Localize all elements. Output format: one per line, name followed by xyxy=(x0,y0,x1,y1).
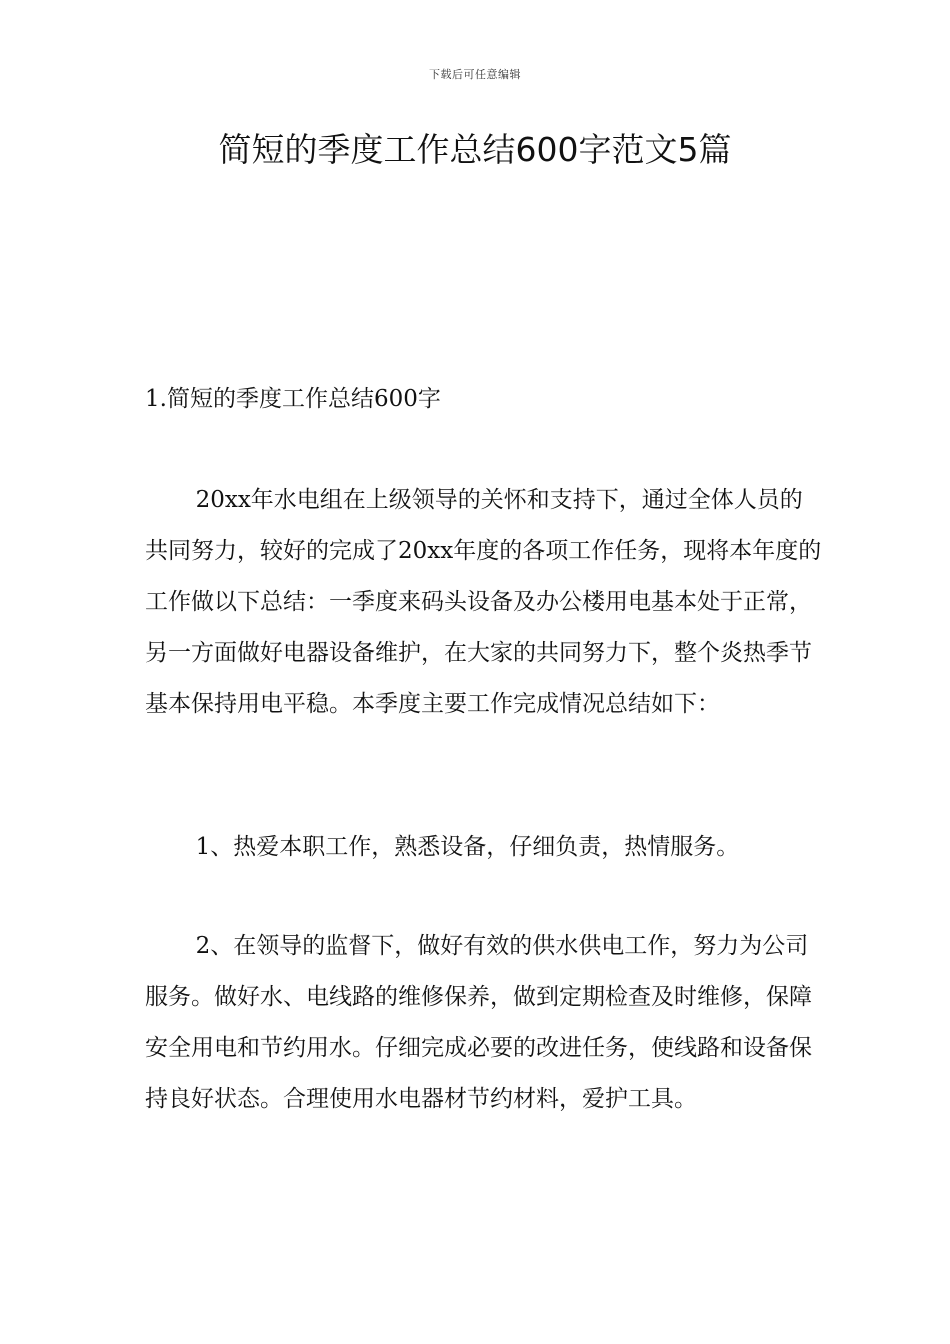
header-note: 下载后可任意编辑 xyxy=(429,68,521,81)
body-paragraph: 1、热爱本职工作，熟悉设备，仔细负责，热情服务。 xyxy=(195,834,740,860)
body-paragraph: 20xx年水电组在上级领导的关怀和支持下，通过全体人员的共同努力，较好的完成了20xx年度的各项工作任务，现将本年度的工作做以下总结：一季度来码头设备及办公楼用电基本处于正常，另一方面做好电器设备维护，在大家的共同努力下，整个炎热季节基本保持用电平稳。本季度主要工作完成情况总结如下： xyxy=(145,487,822,717)
document-title: 简短的季度工作总结600字范文5篇 xyxy=(218,130,732,169)
section-heading: 1.简短的季度工作总结600字 xyxy=(145,386,441,412)
body-paragraph: 2、在领导的监督下，做好有效的供水供电工作，努力为公司服务。做好水、电线路的维修保养，做到定期检查及时维修，保障安全用电和节约用水。仔细完成必要的改进任务，使线路和设备保持良好状态。合理使用水电器材节约材料，爱护工具。 xyxy=(145,933,812,1112)
